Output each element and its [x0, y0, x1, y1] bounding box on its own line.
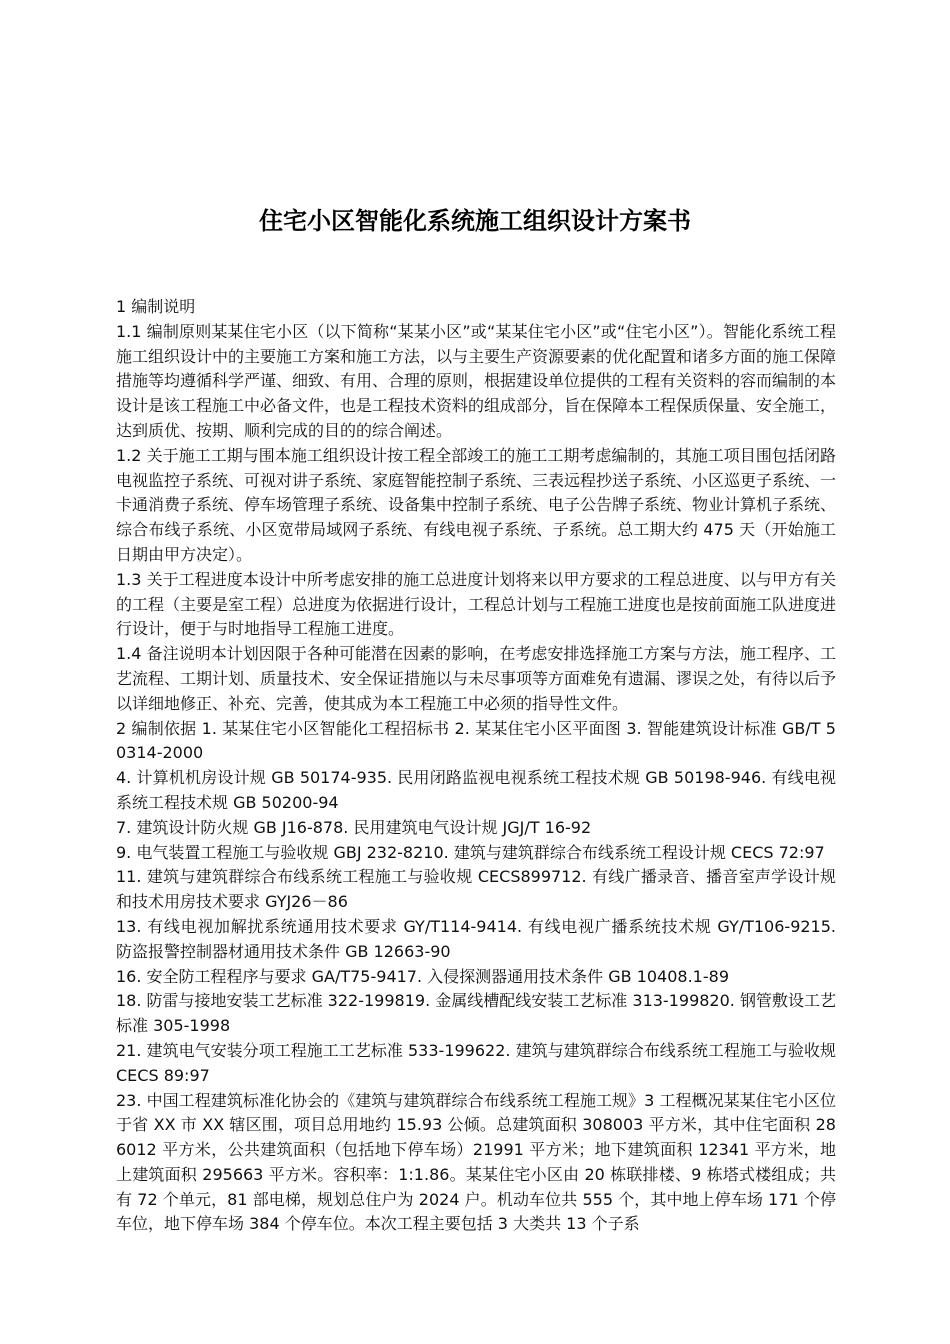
paragraph-1-4: 1.4 备注说明本计划因限于各种可能潜在因素的影响，在考虑安排选择施工方案与方法，施工程序、工艺流程、工期计划、质量技术、安全保证措施以与未尽事项等方面难免有遗漏、谬误之处，有待以后予以详细地修正、补充、完善，使其成为本工程施工中必须的指导性文件。 — [116, 644, 837, 713]
paragraph-1-1: 1.1 编制原则某某住宅小区（以下简称“某某小区”或“某某住宅小区”或“住宅小区”）。智能化系统工程施工组织设计中的主要施工方案和施工方法，以与主要生产资源要素的优化配置和诸多方面的施工保障措施等均遵循科学严谨、细致、有用、合理的原则，根据建设单位提供的工程有关资料的容而编制的本设计是该工程施工中必备文件，也是工程技术资料的组成部分，旨在保障本工程保质保量、安全施工，达到质优、按期、顺利完成的目的的综合阐述。 — [116, 321, 837, 440]
reference-item-18: 18. 防雷与接地安装工艺标准 322-199819. 金属线槽配线安装工艺标准 313-199820. 钢管敷设工艺标准 305-1998 — [116, 991, 836, 1036]
paragraph-1-3: 1.3 关于工程进度本设计中所考虑安排的施工总进度计划将来以甲方要求的工程总进度、以与甲方有关的工程（主要是室工程）总进度为依据进行设计，工程总计划与工程施工进度也是按前面施工队进度进行设计，便于与时地指导工程施工进度。 — [116, 569, 837, 639]
document-title: 住宅小区智能化系统施工组织设计方案书 — [259, 207, 691, 235]
paragraph-1-2: 1.2 关于施工工期与围本施工组织设计按工程全部竣工的施工工期考虑编制的，其施工项目围包括闭路电视监控子系统、可视对讲子系统、家庭智能控制子系统、三表远程抄送子系统、小区巡更子系统、一卡通消费子系统、停车场管理子系统、设备集中控制子系统、电子公告牌子系统、物业计算机子系统、综合布线子系统、小区宽带局域网子系统、有线电视子系统、子系统。总工期大约 475 天（开始施工日期由甲方决定）。 — [116, 445, 837, 564]
heading-section-1: 1 编制说明 — [116, 297, 196, 316]
reference-item-13: 13. 有线电视加解扰系统通用技术要求 GY/T114-9414. 有线电视广播系统技术规 GY/T106-9215. 防盗报警控制器材通用技术条件 GB 12663-90 — [116, 916, 836, 961]
reference-item-16: 16. 安全防工程程序与要求 GA/T75-9417. 入侵探测器通用技术条件 GB 10408.1-89 — [116, 966, 729, 986]
reference-item-23-and-section-3: 23. 中国工程建筑标准化协会的《建筑与建筑群综合布线系统工程施工规》3 工程概况某某住宅小区位于省 XX 市 XX 辖区围，项目总用地约 15.93 公倾。总建筑面积 308003 平方米，其中住宅面积 286012 平方米，公共建筑面积（包括地下停车场）21991 平方米；地下建筑面积 12341 平方米，地上建筑面积 295663 平方米。容积率：1:1.86。某某住宅小区由 20 栋联排楼、9 栋塔式楼组成；共有 72 个单元，81 部电梯，规划总住户为 2024 户。机动车位共 555 个，其中地上停车场 171 个停车位，地下停车场 384 个停车位。本次工程主要包括 3 大类共 13 个子系 — [116, 1090, 836, 1234]
reference-item-7: 7. 建筑设计防火规 GB J16-878. 民用建筑电气设计规 JGJ/T 16-92 — [116, 817, 592, 837]
reference-item-11: 11. 建筑与建筑群综合布线系统工程施工与验收规 CECS899712. 有线广播录音、播音室声学设计规和技术用房技术要求 GYJ26－86 — [116, 867, 836, 912]
document-body — [116, 295, 836, 1237]
reference-item-9: 9. 电气装置工程施工与验收规 GBJ 232-8210. 建筑与建筑群综合布线系统工程设计规 CECS 72:97 — [116, 842, 825, 862]
reference-item-21: 21. 建筑电气安装分项工程施工工艺标准 533-199622. 建筑与建筑群综合布线系统工程施工与验收规 CECS 89:97 — [116, 1040, 836, 1085]
reference-item-4: 4. 计算机机房设计规 GB 50174-935. 民用闭路监视电视系统工程技术规 GB 50198-946. 有线电视系统工程技术规 GB 50200-94 — [116, 768, 836, 812]
paragraph-section-2: 2 编制依据 1. 某某住宅小区智能化工程招标书 2. 某某住宅小区平面图 3. 智能建筑设计标准 GB/T 50314-2000 — [116, 718, 836, 763]
